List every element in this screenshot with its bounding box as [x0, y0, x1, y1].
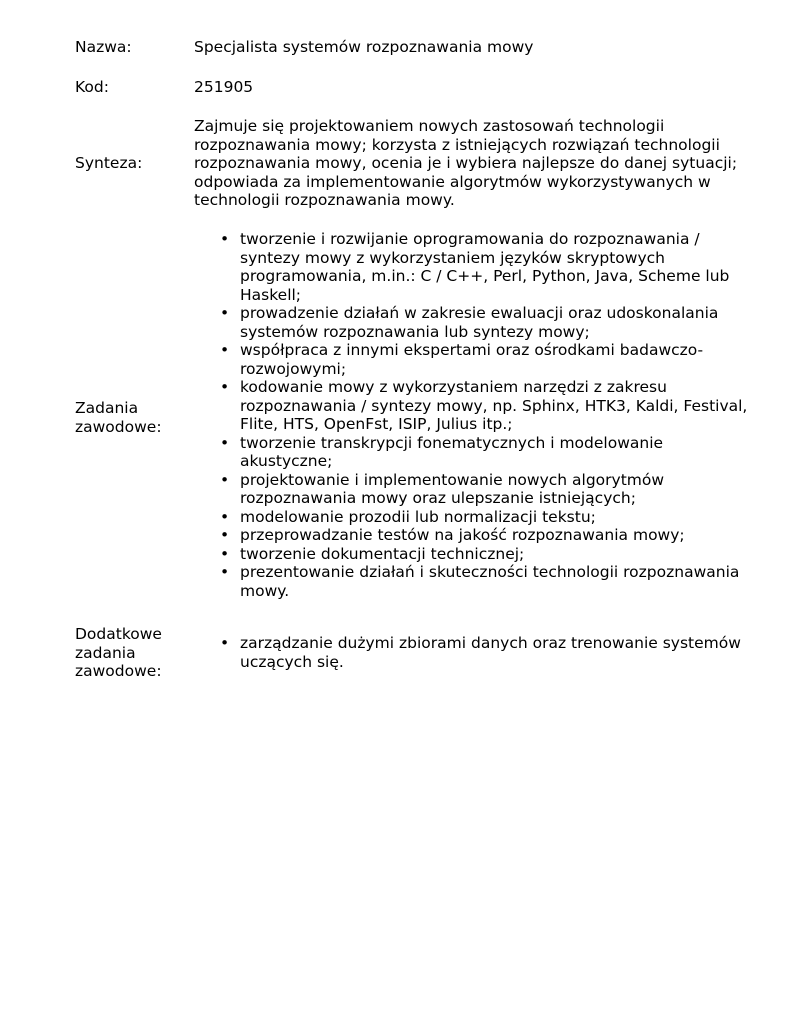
name-value: Specjalista systemów rozpoznawania mowy: [194, 38, 534, 56]
list-item: • współpraca z innymi ekspertami oraz ośrodkami badawczo-rozwojowymi;: [194, 341, 756, 378]
list-item: • projektowanie i implementowanie nowych algorytmów rozpoznawania mowy oraz ulepszanie istniejących;: [194, 471, 756, 508]
list-item: • tworzenie dokumentacji technicznej;: [194, 545, 756, 564]
list-item: • prezentowanie działań i skuteczności technologii rozpoznawania mowy.: [194, 563, 756, 600]
tasks-list: [194, 230, 756, 600]
list-item: • tworzenie transkrypcji fonematycznych i modelowanie akustyczne;: [194, 434, 756, 471]
list-item: • tworzenie i rozwijanie oprogramowania do rozpoznawania / syntezy mowy z wykorzystaniem języków skryptowych programowania, m.in.: C / C++, Perl, Python, Java, Scheme lub Haskell;: [194, 230, 756, 304]
name-label: Nazwa:: [75, 38, 132, 56]
additional-tasks-list-container: [194, 634, 756, 671]
list-item: • modelowanie prozodii lub normalizacji tekstu;: [194, 508, 756, 527]
additional-tasks-label: Dodatkowe zadania zawodowe:: [75, 625, 162, 680]
list-item: • prowadzenie działań w zakresie ewaluacji oraz udoskonalania systemów rozpoznawania lub syntezy mowy;: [194, 304, 756, 341]
synthesis-label: Synteza:: [75, 154, 143, 172]
tasks-label: Zadania zawodowe:: [75, 399, 162, 436]
synthesis-value: Zajmuje się projektowaniem nowych zastosowań technologii rozpoznawania mowy; korzysta z istniejących rozwiązań technologii rozpoznawania mowy, ocenia je i wybiera najlepsze do danej sytuacji; odpowiada za implementowanie algorytmów wykorzystywanych w technologii rozpoznawania mowy.: [194, 117, 738, 209]
list-item: • zarządzanie dużymi zbiorami danych oraz trenowanie systemów uczących się.: [194, 634, 756, 671]
list-item: • przeprowadzanie testów na jakość rozpoznawania mowy;: [194, 526, 756, 545]
code-label: Kod:: [75, 78, 109, 96]
list-item: • kodowanie mowy z wykorzystaniem narzędzi z zakresu rozpoznawania / syntezy mowy, np. Sphinx, HTK3, Kaldi, Festival, Flite, HTS, OpenFst, ISIP, Julius itp.;: [194, 378, 756, 434]
tasks-list-container: [194, 230, 756, 600]
additional-tasks-list: [194, 634, 756, 671]
code-value: 251905: [194, 78, 254, 96]
